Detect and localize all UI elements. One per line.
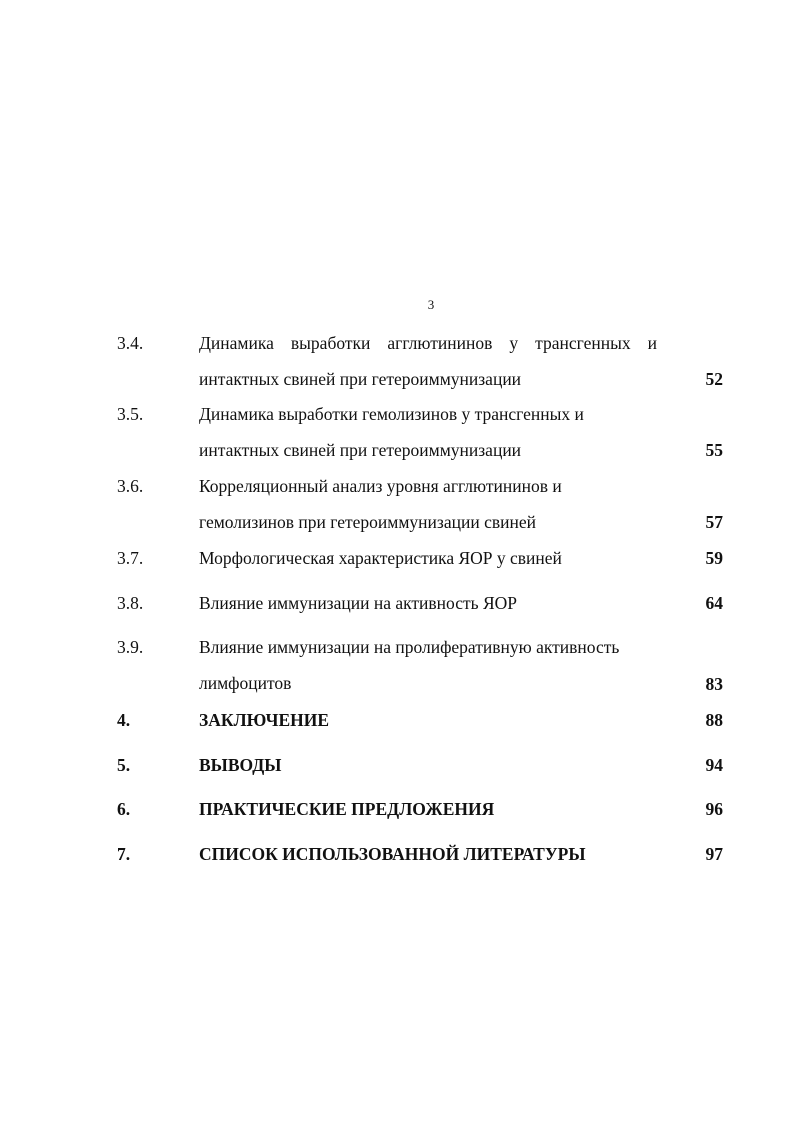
toc-entry-page: 97 — [705, 844, 723, 864]
toc-entry-title — [199, 755, 657, 791]
toc-entry-title — [199, 333, 657, 405]
toc-title-line: Динамика выработки гемолизинов у трансгенных и — [199, 404, 584, 424]
toc-title-line: ВЫВОДЫ — [199, 755, 282, 775]
toc-entry-number: 3.8. — [117, 593, 144, 613]
toc-entry-number: 3.9. — [117, 637, 144, 657]
toc-entry-title — [199, 593, 657, 629]
toc-entry-title — [199, 404, 657, 476]
toc-entry-number: 7. — [117, 844, 131, 864]
toc-entry-page: 52 — [705, 369, 723, 389]
toc-title-line: Морфологическая характеристика ЯОР у свиней — [199, 548, 562, 568]
toc-title-line: Динамика выработки агглютининов у трансгенных и — [199, 333, 657, 353]
toc-title-line: интактных свиней при гетероиммунизации — [199, 440, 522, 460]
toc-entry-page: 83 — [705, 674, 723, 694]
toc-entry-page: 57 — [705, 512, 723, 532]
toc-entry-number: 3.5. — [117, 404, 144, 424]
toc-entry-title — [199, 799, 657, 835]
toc-title-line: ЗАКЛЮЧЕНИЕ — [199, 710, 330, 730]
toc-title-line: лимфоцитов — [199, 673, 292, 693]
toc-entry-title — [199, 548, 657, 584]
toc-entry-title — [199, 476, 657, 548]
toc-entry-page: 96 — [705, 799, 723, 819]
toc-entry-page: 59 — [705, 548, 723, 568]
toc-entry-number: 6. — [117, 799, 131, 819]
toc-title-line: Влияние иммунизации на активность ЯОР — [199, 593, 518, 613]
toc-entry-page: 88 — [705, 710, 723, 730]
toc-entry-number: 3.6. — [117, 476, 144, 496]
toc-title-line: интактных свиней при гетероиммунизации — [199, 369, 522, 389]
toc-entry-number: 4. — [117, 710, 131, 730]
page-number: 3 — [427, 297, 435, 312]
toc-entry-number: 3.7. — [117, 548, 144, 568]
toc-entry-title — [199, 710, 657, 746]
toc-title-line: гемолизинов при гетероиммунизации свиней — [199, 512, 536, 532]
toc-entry-title — [199, 637, 657, 709]
toc-entry-page: 55 — [705, 440, 723, 460]
toc-title-line: Корреляционный анализ уровня агглютининов и — [199, 476, 562, 496]
toc-title-line: Влияние иммунизации на пролиферативную активность — [199, 637, 620, 657]
toc-entry-number: 3.4. — [117, 333, 144, 353]
toc-title-line: ПРАКТИЧЕСКИЕ ПРЕДЛОЖЕНИЯ — [199, 799, 495, 819]
toc-entry-page: 64 — [705, 593, 723, 613]
toc-entry-number: 5. — [117, 755, 131, 775]
toc-entry-page: 94 — [705, 755, 723, 775]
toc-entry-title — [199, 844, 657, 880]
toc-title-line: СПИСОК ИСПОЛЬЗОВАННОЙ ЛИТЕРАТУРЫ — [199, 844, 586, 864]
